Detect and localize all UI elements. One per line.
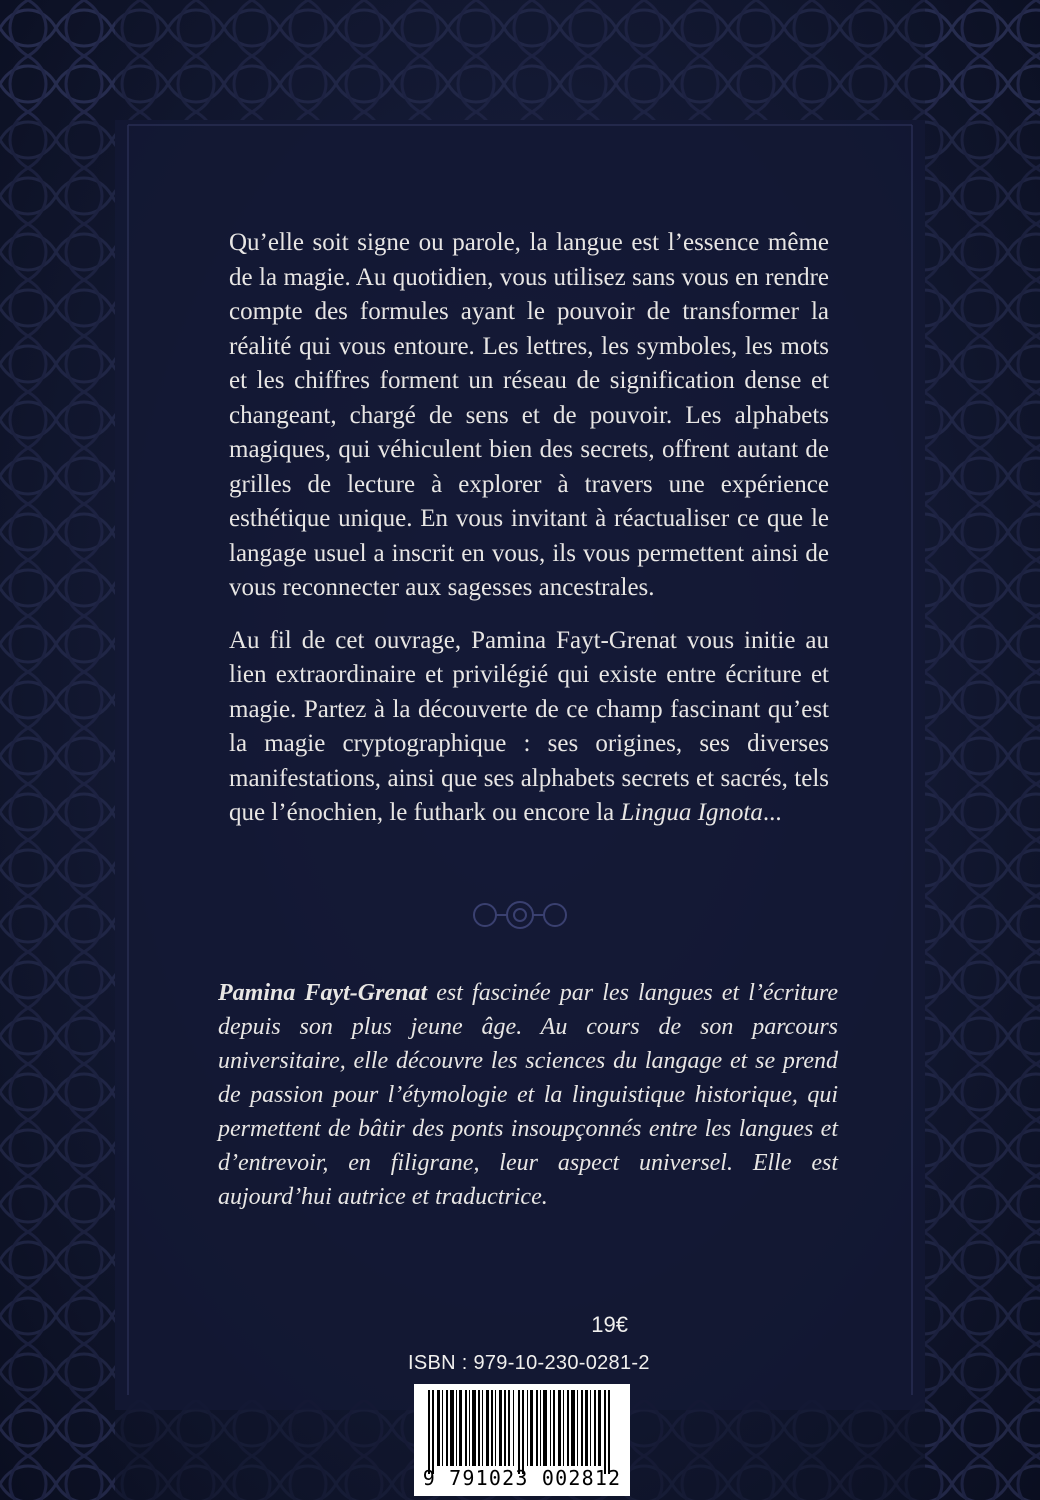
blurb-italic-title: Lingua Ignota [620, 799, 763, 826]
blurb-paragraph-2-text: Au fil de cet ouvrage, Pamina Fayt-Grenat vous initie au lien extraordinaire et privilégié qui existe entre écriture et magie. Partez à la découverte de ce champ fascinant qu’est la magie cryptographique : ses origines, ses diverses manifestations, ainsi que ses alphabets secrets et sacrés, tels que l’énochien, le futhark ou encore la [229, 626, 829, 826]
blurb [229, 226, 829, 849]
blurb-paragraph-1: Qu’elle soit signe ou parole, la langue est l’essence même de la magie. Au quotidien, vous utilisez sans vous en rendre compte des formules ayant le pouvoir de transformer la réalité qui vous entoure. Les lettres, les symboles, les mots et les chiffres forment un réseau de signification dense et changeant, chargé de sens et de pouvoir. Les alphabets magiques, qui véhiculent bien des secrets, offrent autant de grilles de lecture à explorer à travers une expérience esthétique unique. En vous invitant à réactualiser ce que le langage usuel a inscrit en vous, ils vous permettent ainsi de vous reconnecter aux sagesses ancestrales. [229, 229, 829, 601]
price: 19€ [591, 1312, 628, 1337]
knot-ornament-icon [455, 895, 585, 935]
isbn: ISBN : 979-10-230-0281-2 [408, 1352, 650, 1374]
barcode-digits: 9 791023 002812 [422, 1466, 622, 1490]
blurb-paragraph-2 [229, 624, 829, 831]
author-name: Pamina Fayt-Grenat [218, 980, 428, 1006]
author-bio-text: est fascinée par les langues et l’écriture depuis son plus jeune âge. Au cours de son parcours universitaire, elle découvre les sciences du langage et se prend de passion pour l’étymologie et la linguistique historique, qui permettent de bâtir des ponts insoupçonnés entre les langues et d’entrevoir, en filigrane, leur aspect universel. Elle est aujourd’hui autrice et traductrice. [218, 980, 838, 1210]
barcode [414, 1384, 630, 1496]
author-bio [218, 976, 838, 1214]
blurb-ellipsis: ... [762, 799, 782, 826]
